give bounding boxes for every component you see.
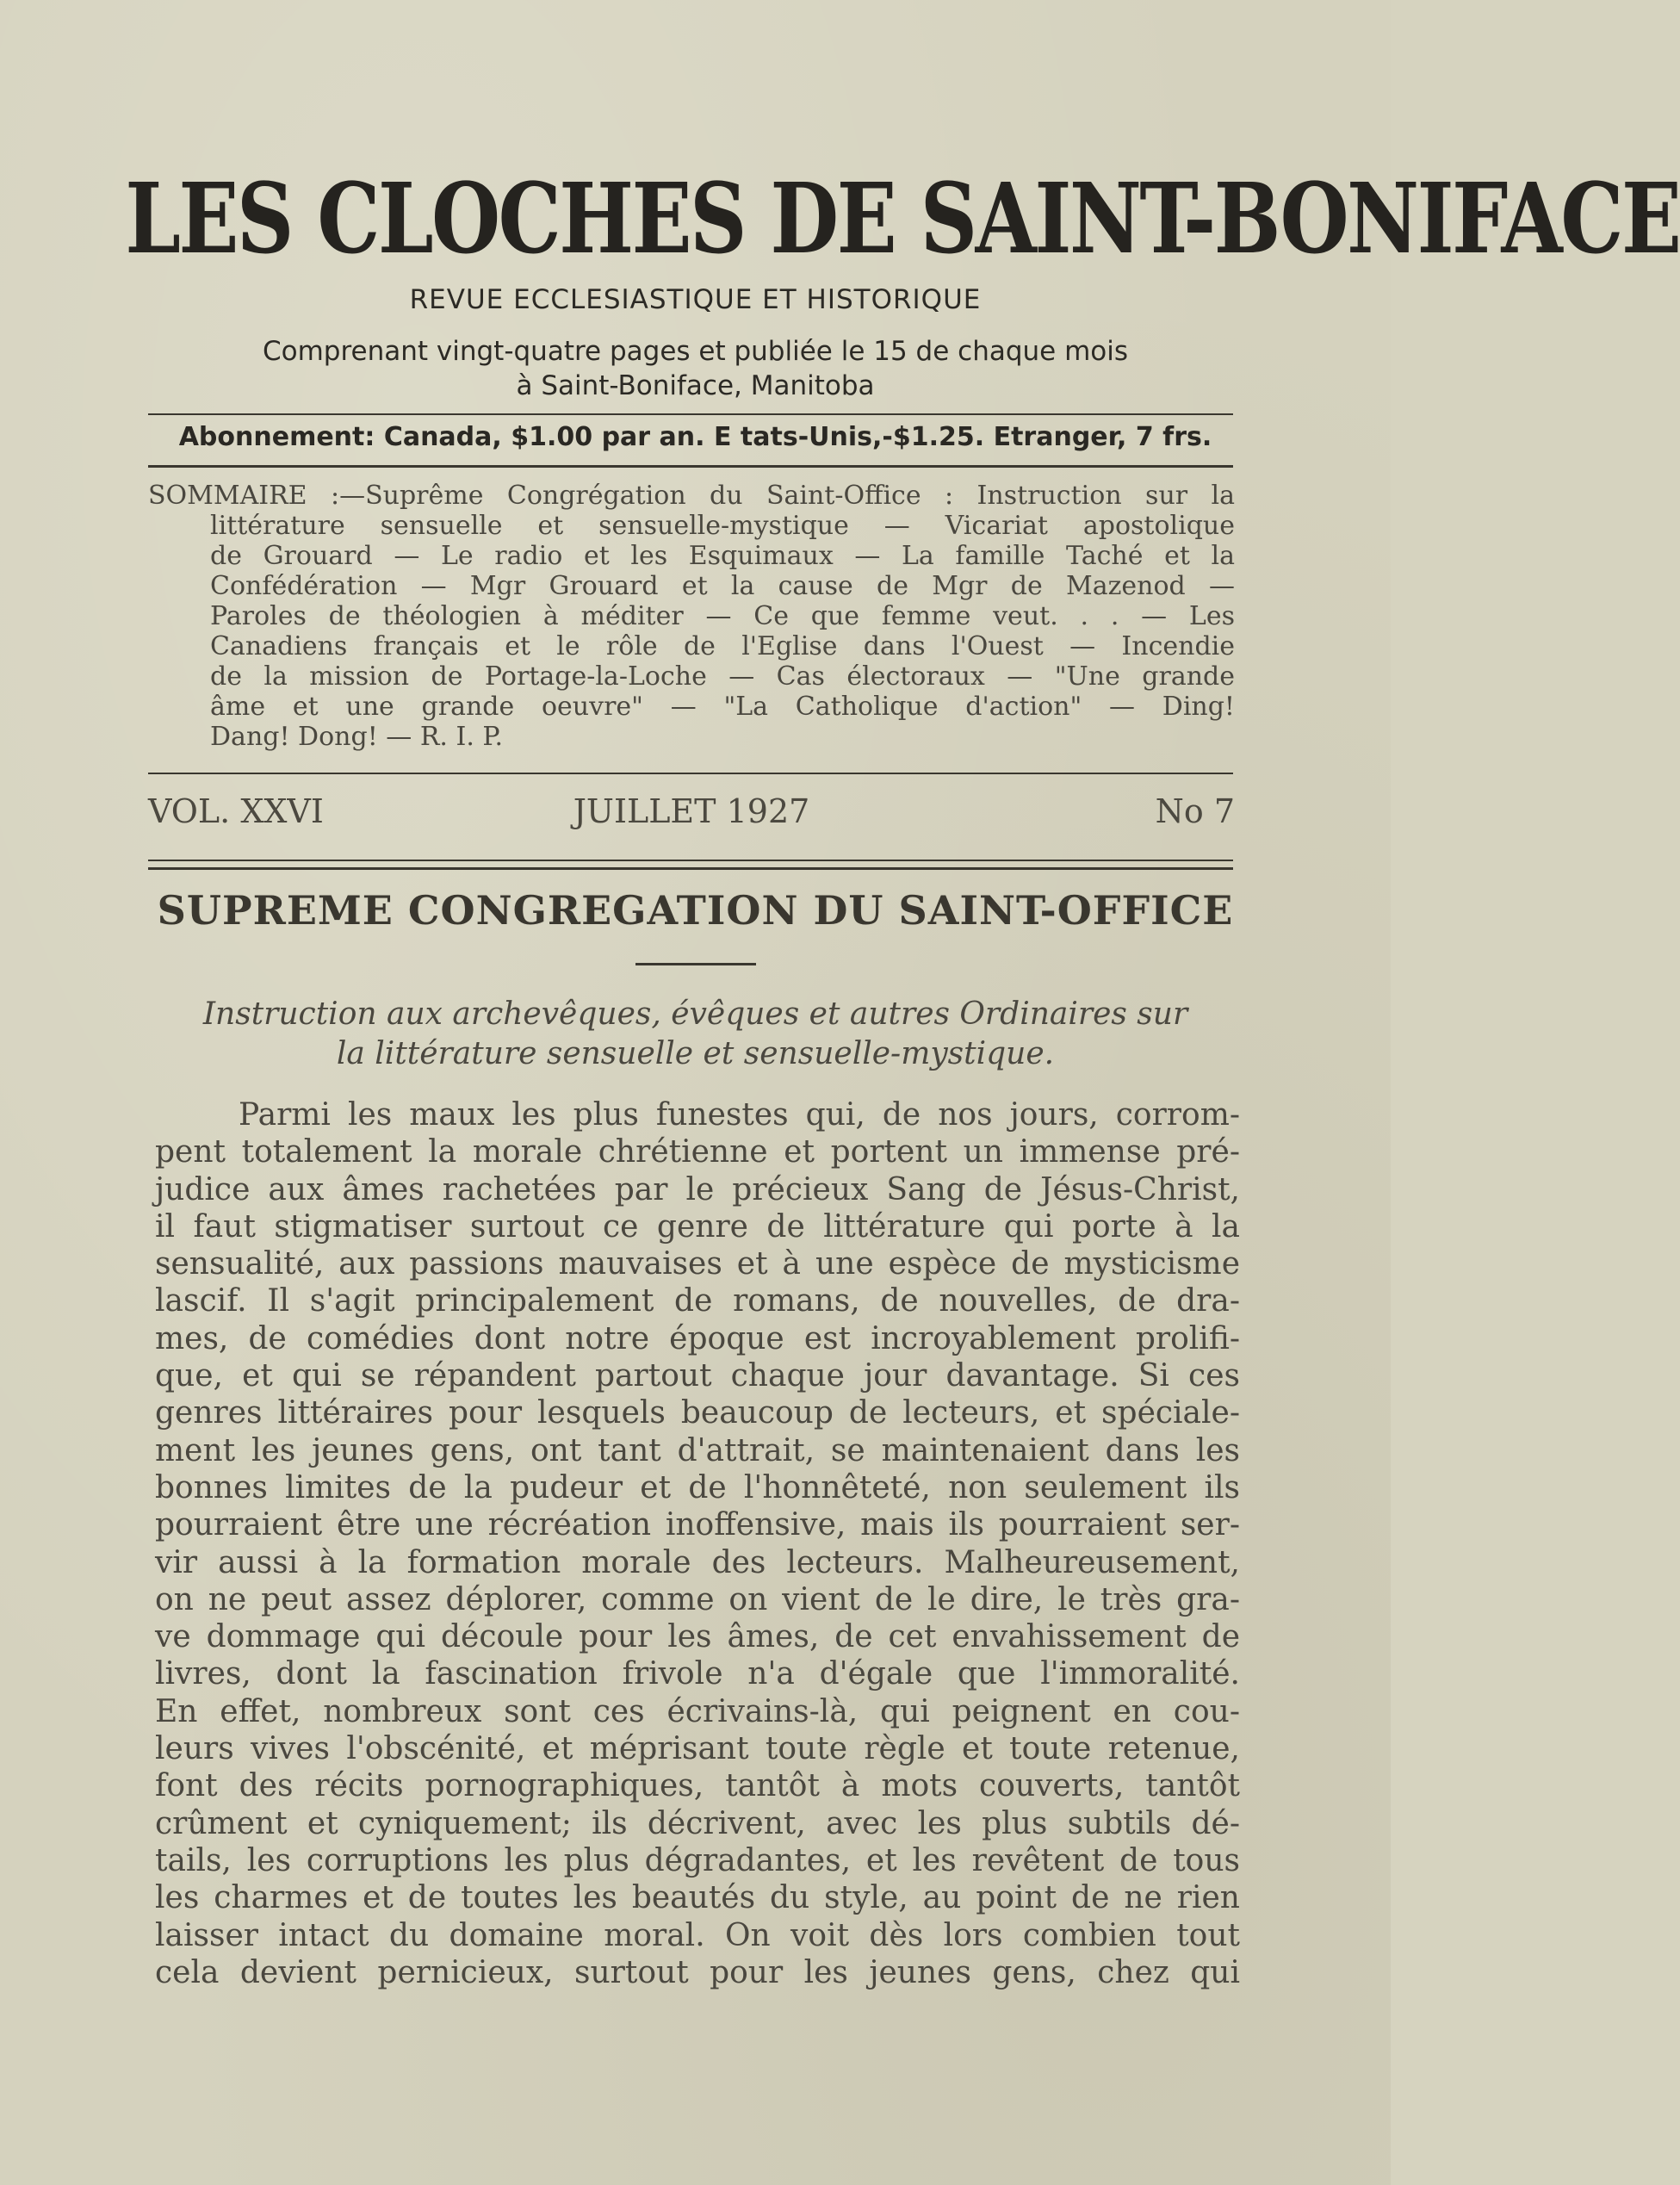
article-title: SUPREME CONGREGATION DU SAINT-OFFICE	[157, 887, 1234, 934]
rule-above-subscription	[148, 413, 1233, 415]
article-body-line: pourraient être une récréation inoffensive, mais ils pourraient ser-	[155, 1507, 1240, 1543]
masthead-title: LES CLOCHES DE SAINT-BONIFACE	[125, 163, 1680, 276]
masthead-subtitle: REVUE ECCLESIASTIQUE ET HISTORIQUE	[409, 284, 982, 315]
toc-line: Confédération — Mgr Grouard et la cause de Mgr de Mazenod —	[210, 571, 1235, 601]
article-intro	[0, 995, 1391, 1074]
rule-below-subscription	[148, 465, 1233, 468]
rule-above-volume	[148, 773, 1233, 774]
toc-line: SOMMAIRE :—Suprême Congrégation du Saint-Office : Instruction sur la	[148, 481, 1235, 511]
article-body-line: tails, les corruptions les plus dégradantes, et les revêtent de tous	[155, 1842, 1240, 1878]
article-body	[155, 1096, 1240, 1991]
rule-below-volume	[148, 860, 1233, 861]
publication-info-line-1: Comprenant vingt-quatre pages et publiée le 15 de chaque mois	[262, 336, 1129, 367]
subscription-line: Abonnement: Canada, $1.00 par an. E tats-Unis,-$1.25. Etranger, 7 frs.	[178, 422, 1212, 452]
article-body-line: leurs vives l'obscénité, et méprisant toute règle et toute retenue,	[155, 1731, 1240, 1767]
article-body-line: En effet, nombreux sont ces écrivains-là, qui peignent en cou-	[155, 1693, 1240, 1729]
article-body-line: sensualité, aux passions mauvaises et à une espèce de mysticisme	[155, 1246, 1240, 1282]
issue-date: JUILLET 1927	[573, 792, 810, 830]
title-divider	[635, 963, 756, 965]
article-body-line: les charmes et de toutes les beautés du style, au point de ne rien	[155, 1880, 1240, 1916]
article-body-line: cela devient pernicieux, surtout pour les jeunes gens, chez qui	[155, 1954, 1240, 1990]
article-body-line: que, et qui se répandent partout chaque jour davantage. Si ces	[155, 1358, 1240, 1394]
toc-line: littérature sensuelle et sensuelle-mystique — Vicariat apostolique	[210, 511, 1235, 541]
toc-line: Paroles de théologien à méditer — Ce que femme veut. . . — Les	[210, 601, 1235, 631]
article-intro-line-2: la littérature sensuelle et sensuelle-mystique.	[336, 1036, 1055, 1071]
article-body-line: Parmi les maux les plus funestes qui, de nos jours, corrom-	[239, 1097, 1240, 1133]
article-body-line: lascif. Il s'agit principalement de romans, de nouvelles, de dra-	[155, 1283, 1240, 1319]
article-body-line: ment les jeunes gens, ont tant d'attrait, se maintenaient dans les	[155, 1432, 1240, 1468]
article-body-line: judice aux âmes rachetées par le précieux Sang de Jésus-Christ,	[155, 1171, 1240, 1207]
table-of-contents	[148, 481, 1235, 752]
article-body-line: bonnes limites de la pudeur et de l'honnêteté, non seulement ils	[155, 1469, 1240, 1505]
article-body-line: pent totalement la morale chrétienne et portent un immense pré-	[155, 1134, 1240, 1170]
toc-line: de la mission de Portage-la-Loche — Cas électoraux — "Une grande	[210, 661, 1235, 692]
article-body-line: mes, de comédies dont notre époque est incroyablement prolifi-	[155, 1320, 1240, 1356]
toc-line: âme et une grande oeuvre" — "La Catholique d'action" — Ding!	[210, 692, 1235, 722]
volume-number: VOL. XXVI	[148, 792, 324, 830]
article-body-line: ve dommage qui découle pour les âmes, de cet envahissement de	[155, 1619, 1240, 1655]
article-body-line: font des récits pornographiques, tantôt à mots couverts, tantôt	[155, 1768, 1240, 1804]
publication-info-line-2: à Saint-Boniface, Manitoba	[516, 370, 875, 401]
toc-line: de Grouard — Le radio et les Esquimaux — La famille Taché et la	[210, 541, 1235, 571]
article-body-line: on ne peut assez déplorer, comme on vient de le dire, le très gra-	[155, 1581, 1240, 1617]
issue-line	[148, 792, 1235, 834]
article-body-line: genres littéraires pour lesquels beaucoup de lecteurs, et spéciale-	[155, 1395, 1240, 1431]
article-body-line: laisser intact du domaine moral. On voit dès lors combien tout	[155, 1917, 1240, 1953]
rule-below-volume-thick	[148, 867, 1233, 870]
article-body-line: vir aussi à la formation morale des lecteurs. Malheureusement,	[155, 1544, 1240, 1580]
article-body-line: crûment et cyniquement; ils décrivent, avec les plus subtils dé-	[155, 1805, 1240, 1841]
toc-line: Canadiens français et le rôle de l'Eglise dans l'Ouest — Incendie	[210, 631, 1235, 661]
publication-info	[0, 334, 1391, 403]
issue-number: No 7	[1155, 792, 1235, 830]
article-body-line: livres, dont la fascination frivole n'a d'égale que l'immoralité.	[155, 1656, 1240, 1692]
article-body-line: il faut stigmatiser surtout ce genre de littérature qui porte à la	[155, 1208, 1240, 1245]
toc-line: Dang! Dong! — R. I. P.	[210, 722, 504, 752]
article-intro-line-1: Instruction aux archevêques, évêques et autres Ordinaires sur	[202, 996, 1188, 1032]
